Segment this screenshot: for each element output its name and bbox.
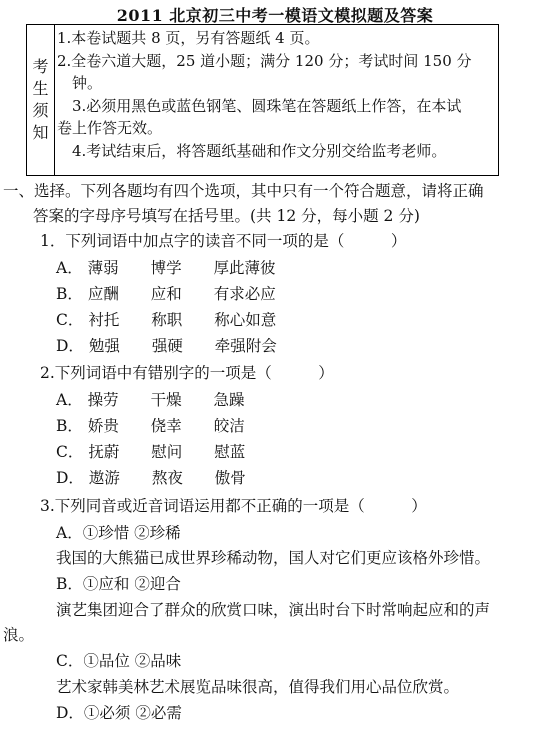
notice-label-char: 须 <box>32 101 49 120</box>
option-word: 傲骨 <box>214 469 246 487</box>
notice-line: 钟。 <box>57 74 103 92</box>
notice-label-char: 考 <box>32 57 49 76</box>
option-word: 厚此薄彼 <box>213 259 276 277</box>
option-word: 慰问 <box>151 443 183 461</box>
option-word: 遨游 <box>88 469 120 487</box>
q3-option-a: A．①珍惜 ②珍稀 <box>56 524 181 542</box>
notice-label-char: 生 <box>32 79 49 98</box>
q2-option-d <box>56 468 246 488</box>
option-word: 皎洁 <box>213 417 245 435</box>
option-word: 急躁 <box>213 391 245 409</box>
notice-line: 4.考试结束后，将答题纸基础和作文分别交给监考老师。 <box>57 141 447 160</box>
option-word: 薄弱 <box>87 259 119 277</box>
option-word: 抚蔚 <box>88 443 120 461</box>
q1-option-c <box>56 310 276 330</box>
page-title: 2011 北京初三中考一模语文模拟题及答案 <box>116 6 434 25</box>
question-1-stem: 1．下列词语中加点字的读音不同一项的是（ ） <box>40 232 407 250</box>
option-word: 应和 <box>150 285 182 303</box>
option-letter: B． <box>56 285 83 303</box>
notice-line: 1.本卷试题共 8 页，另有答题纸 4 页。 <box>57 29 320 47</box>
q3-option-b-sentence: 演艺集团迎合了群众的欣赏口味，演出时台下时常响起应和的声 <box>56 601 491 619</box>
option-word: 慰蓝 <box>214 443 246 461</box>
question-3-stem: 3.下列同音或近音词语运用都不正确的一项是（ ） <box>40 497 427 515</box>
option-word: 博学 <box>150 259 182 277</box>
notice-label <box>27 25 55 175</box>
option-letter: D． <box>56 337 84 355</box>
option-word: 勉强 <box>88 337 120 355</box>
option-word: 强硬 <box>151 337 183 355</box>
q1-option-d <box>56 336 277 356</box>
q3-option-a-sentence: 我国的大熊猫已成世界珍稀动物，国人对它们更应该格外珍惜。 <box>56 549 491 567</box>
q1-option-a <box>56 258 276 278</box>
notice-box <box>26 24 499 176</box>
section1-instruction-cont: 答案的字母序号填写在括号里。(共 12 分，每小题 2 分) <box>33 207 420 225</box>
notice-line: 2.全卷六道大题，25 道小题；满分 120 分；考试时间 150 分 <box>57 51 472 70</box>
q3-option-d: D．①必须 ②必需 <box>56 704 182 722</box>
section1-instruction: 一、选择。下列各题均有四个选项，其中只有一个符合题意，请将正确 <box>3 182 484 200</box>
option-letter: B． <box>56 417 83 435</box>
option-word: 有求必应 <box>213 285 276 303</box>
option-letter: A． <box>56 391 83 409</box>
q2-option-c <box>56 442 245 462</box>
notice-lines <box>55 25 498 175</box>
option-word: 称心如意 <box>214 311 277 329</box>
notice-label-char: 知 <box>32 123 49 142</box>
notice-line: 卷上作答无效。 <box>57 119 163 137</box>
option-word: 侥幸 <box>150 417 182 435</box>
q3-option-b: B．①应和 ②迎合 <box>56 575 181 593</box>
q3-option-c-sentence: 艺术家韩美林艺术展览品味很高，值得我们用心品位欣赏。 <box>56 678 460 696</box>
option-word: 操劳 <box>87 391 119 409</box>
q2-option-a <box>56 390 245 410</box>
q3-option-c: C．①品位 ②品味 <box>56 652 182 670</box>
option-word: 干燥 <box>150 391 182 409</box>
option-word: 牵强附会 <box>214 337 277 355</box>
option-letter: C． <box>56 443 84 461</box>
option-letter: A． <box>56 259 83 277</box>
option-word: 衬托 <box>88 311 120 329</box>
option-word: 称职 <box>151 311 183 329</box>
q1-option-b <box>56 284 276 304</box>
notice-line: 3.必须用黑色或蓝色钢笔、圆珠笔在答题纸上作答，在本试 <box>57 96 462 115</box>
option-word: 娇贵 <box>87 417 119 435</box>
option-word: 应酬 <box>87 285 119 303</box>
option-letter: D． <box>56 469 84 487</box>
q2-option-b <box>56 416 245 436</box>
q3-option-b-sentence-cont: 浪。 <box>3 626 35 644</box>
option-letter: C． <box>56 311 84 329</box>
question-2-stem: 2.下列词语中有错别字的一项是（ ） <box>40 364 334 382</box>
option-word: 熬夜 <box>151 469 183 487</box>
